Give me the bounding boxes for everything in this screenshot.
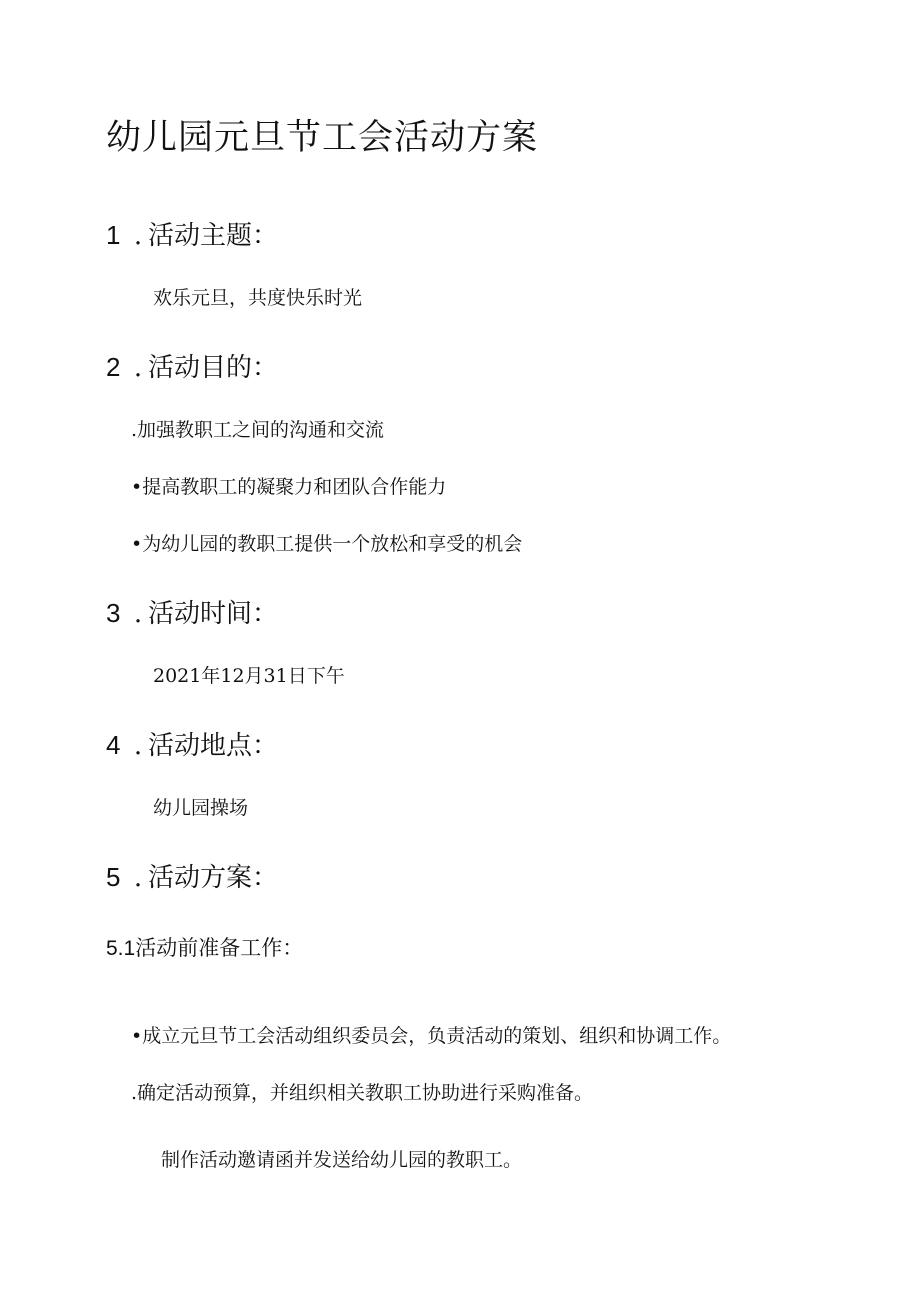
section-number: 2 (106, 352, 121, 382)
section-heading-location (106, 728, 278, 763)
section-number: 3 (106, 598, 121, 628)
location-text: 幼儿园操场 (153, 797, 249, 819)
section-dot: . (133, 863, 143, 893)
purpose-item: •提高教职工的凝聚力和团队合作能力 (131, 476, 447, 498)
section-dot: . (133, 221, 143, 251)
prep-item: 制作活动邀请函并发送给幼儿园的教职工。 (161, 1149, 523, 1171)
section-label: 活动目的： (148, 353, 279, 383)
subsection-label: 活动前准备工作： (135, 936, 304, 960)
purpose-item: •为幼儿园的教职工提供一个放松和享受的机会 (131, 533, 523, 555)
purpose-item: .加强教职工之间的沟通和交流 (131, 419, 385, 441)
subsection-heading-prep (106, 934, 303, 963)
section-label: 活动地点： (148, 731, 279, 761)
section-dot: . (133, 731, 143, 761)
section-dot: . (133, 599, 143, 629)
section-label: 活动方案： (148, 863, 279, 893)
section-number: 1 (106, 220, 121, 250)
prep-item: •成立元旦节工会活动组织委员会，负责活动的策划、组织和协调工作。 (131, 1025, 732, 1047)
theme-text: 欢乐元旦，共度快乐时光 (153, 287, 363, 309)
section-number: 4 (106, 730, 121, 760)
section-dot: . (133, 353, 143, 383)
subsection-number: 5.1 (106, 937, 136, 960)
section-heading-time (106, 596, 278, 631)
section-heading-theme (106, 218, 278, 253)
section-heading-plan (106, 860, 278, 895)
time-text: 2021年12月31日下午 (153, 665, 345, 687)
section-label: 活动主题： (148, 221, 279, 251)
section-heading-purpose (106, 350, 278, 385)
document-title: 幼儿园元旦节工会活动方案 (106, 118, 539, 158)
section-number: 5 (106, 862, 121, 892)
section-label: 活动时间： (148, 599, 279, 629)
prep-item: .确定活动预算，并组织相关教职工协助进行采购准备。 (131, 1082, 594, 1104)
